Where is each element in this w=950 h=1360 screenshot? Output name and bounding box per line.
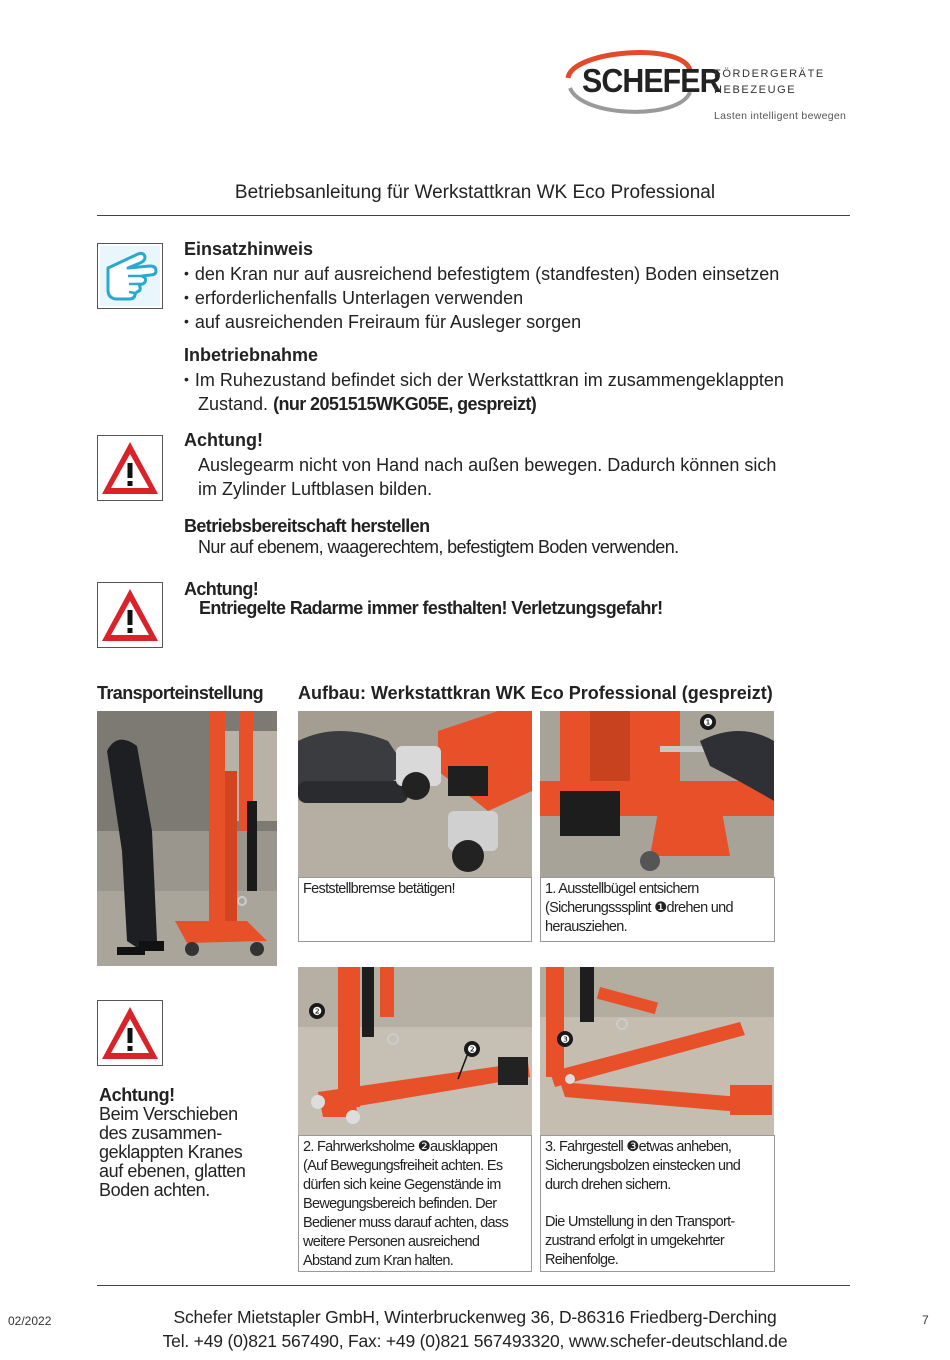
photo-brake <box>298 711 532 877</box>
warning-triangle-icon <box>97 435 163 501</box>
footer-date: 02/2022 <box>8 1314 52 1328</box>
bereit-heading: Betriebsbereitschaft herstellen <box>184 516 430 536</box>
caption-line: weitere Personen ausreichend <box>303 1234 480 1250</box>
caption-line: herausziehen. <box>545 919 627 935</box>
photo-marker-1: ❶ <box>703 716 713 729</box>
caption-line: (Auf Bewegungsfreiheit achten. Es <box>303 1158 503 1174</box>
caption-line: Die Umstellung in den Transport- <box>545 1214 735 1230</box>
caption-line: zustrand erfolgt in umgekehrter <box>545 1233 724 1249</box>
warn2-text: Entriegelte Radarme immer festhalten! Verletzungsgefahr! <box>199 598 663 618</box>
warn3-heading: Achtung! <box>99 1085 175 1105</box>
caption-line: Feststellbremse betätigen! <box>303 881 455 897</box>
einsatz-heading: Einsatzhinweis <box>184 239 314 259</box>
inbetrieb-heading: Inbetriebnahme <box>184 345 319 365</box>
warn3-line: geklappten Kranes <box>99 1142 243 1162</box>
caption-line: dürfen sich keine Gegenstände im <box>303 1177 501 1193</box>
logo-tagline: Lasten intelligent bewegen <box>714 110 847 122</box>
inbetrieb-line2-text: Zustand. <box>198 394 269 414</box>
footer-address: Schefer Mietstapler GmbH, Winterbruckenweg 36, D-86316 Friedberg-Derching <box>173 1307 777 1327</box>
caption-line: (Sicherungsssplint ❶drehen und <box>545 900 733 916</box>
caption-line: durch drehen sichern. <box>545 1177 671 1193</box>
logo-line1: FÖRDERGERÄTE <box>714 68 825 80</box>
caption-line: 3. Fahrgestell ❸etwas anheben, <box>545 1139 732 1155</box>
warn3-line: auf ebenen, glatten <box>99 1161 246 1181</box>
photo-marker-3: ❸ <box>560 1033 570 1046</box>
page-number: 7 <box>922 1313 929 1327</box>
caption-line: Reihenfolge. <box>545 1252 619 1268</box>
einsatz-bullet-1: • den Kran nur auf ausreichend befestigtem (standfesten) Boden einsetzen <box>184 262 779 287</box>
photo-lift <box>540 967 774 1135</box>
warn3-line: des zusammen- <box>99 1123 222 1143</box>
warn3-line: Boden achten. <box>99 1180 210 1200</box>
bereit-text: Nur auf ebenem, waagerechtem, befestigtem Boden verwenden. <box>198 537 679 557</box>
photo-marker-2a: ❷ <box>312 1005 322 1018</box>
header-rule <box>97 215 850 216</box>
warning-triangle-icon <box>97 1000 163 1066</box>
company-logo <box>562 40 862 135</box>
footer-rule <box>97 1285 850 1286</box>
caption-fold-out <box>298 1135 532 1272</box>
warning-triangle-icon <box>97 582 163 648</box>
warn3-block <box>99 1086 246 1200</box>
transport-heading: Transporteinstellung <box>97 683 264 703</box>
einsatz-bullet-2: • erforderlichenfalls Unterlagen verwenden <box>184 286 523 311</box>
footer-contact: Tel. +49 (0)821 567490, Fax: +49 (0)821 567493320, www.schefer-deutschland.de <box>162 1331 788 1351</box>
caption-line: Abstand zum Kran halten. <box>303 1253 454 1269</box>
photo-transport <box>97 711 277 966</box>
aufbau-heading: Aufbau: Werkstattkran WK Eco Professional (gespreizt) <box>298 683 773 703</box>
caption-line: Bediener muss darauf achten, dass <box>303 1215 509 1231</box>
caption-line: 1. Ausstellbügel entsichern <box>545 881 699 897</box>
warn3-line: Beim Verschieben <box>99 1104 238 1124</box>
inbetrieb-bullet: • Im Ruhezustand befindet sich der Werkstattkran im zusammengeklappten <box>184 368 784 393</box>
warn1-heading: Achtung! <box>184 430 263 450</box>
inbetrieb-line2 <box>198 392 536 416</box>
photo-marker-2b: ❷ <box>467 1043 477 1056</box>
photo-pin <box>540 711 774 877</box>
warn1-line2: im Zylinder Luftblasen bilden. <box>198 479 433 499</box>
logo-name: SCHEFER <box>582 62 721 99</box>
document-title: Betriebsanleitung für Werkstattkran WK Eco Professional <box>234 182 716 203</box>
caption-line: Bewegungsbereich befinden. Der <box>303 1196 497 1212</box>
warn1-line1: Auslegearm nicht von Hand nach außen bewegen. Dadurch können sich <box>198 455 777 475</box>
caption-line: 2. Fahrwerksholme ❷ausklappen <box>303 1139 498 1155</box>
pointing-hand-icon <box>97 243 163 309</box>
caption-line: Sicherungsbolzen einstecken und <box>545 1158 741 1174</box>
caption-spacer <box>545 1195 770 1213</box>
warn2-heading: Achtung! <box>184 579 259 599</box>
caption-lift <box>540 1135 775 1272</box>
photo-fold-out <box>298 967 532 1135</box>
inbetrieb-line2-bold: (nur 2051515WKG05E, gespreizt) <box>273 394 537 414</box>
logo-line2: HEBEZEUGE <box>714 84 797 96</box>
caption-pin <box>540 877 775 942</box>
einsatz-bullet-3: • auf ausreichenden Freiraum für Ausleger sorgen <box>184 310 581 335</box>
caption-brake <box>298 877 532 942</box>
